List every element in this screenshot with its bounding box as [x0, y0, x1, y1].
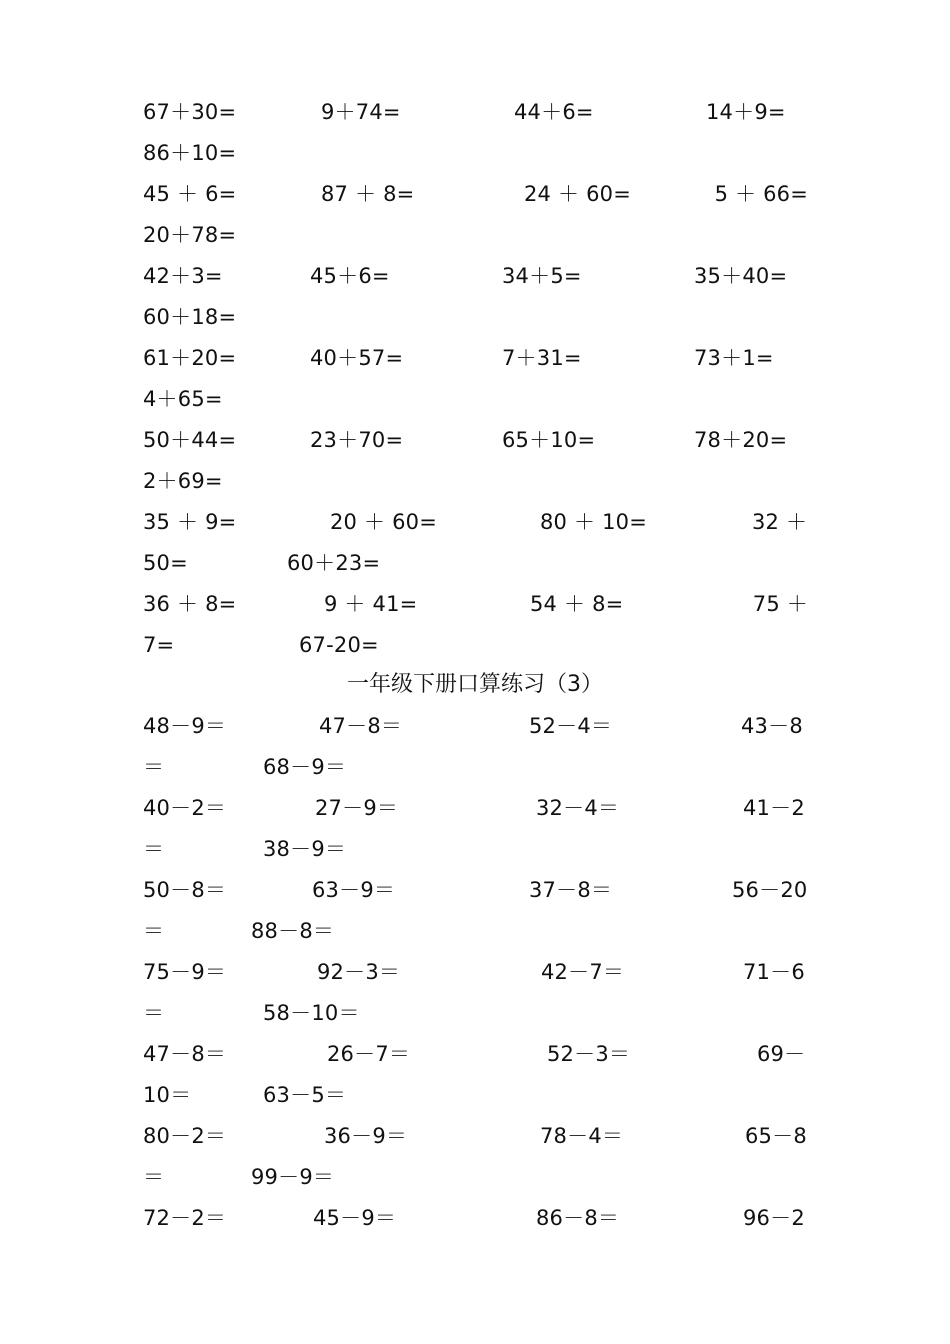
subtraction-problem: 36－9＝ [324, 1124, 408, 1148]
subtraction-problem: 32－4＝ [536, 796, 620, 820]
subtraction-line [143, 834, 808, 864]
subtraction-problem: 43－8 [741, 714, 803, 738]
addition-problem: 7= [143, 633, 175, 657]
addition-line [143, 466, 808, 496]
subtraction-problem: ＝ [143, 919, 165, 943]
addition-line [143, 138, 808, 168]
subtraction-problem: 80－2＝ [143, 1124, 227, 1148]
subtraction-problem: 52－4＝ [529, 714, 613, 738]
addition-problem: 60＋23= [287, 551, 381, 575]
subtraction-problem: 65－8 [745, 1124, 807, 1148]
addition-line [143, 97, 808, 127]
subtraction-line [143, 1039, 808, 1069]
addition-line [143, 261, 808, 291]
subtraction-line [143, 1080, 808, 1110]
addition-problem: 2＋69= [143, 469, 223, 493]
addition-problem: 32 ＋ [752, 510, 808, 534]
addition-problem: 60＋18= [143, 305, 237, 329]
addition-problem: 9 ＋ 41= [324, 592, 418, 616]
subtraction-line [143, 711, 808, 741]
subtraction-problem: 38－9＝ [263, 837, 347, 861]
addition-problem: 24 ＋ 60= [524, 182, 631, 206]
subtraction-problem: 71－6 [743, 960, 805, 984]
subtraction-problem: 63－9＝ [312, 878, 396, 902]
subtraction-problem: 72－2＝ [143, 1206, 227, 1230]
subtraction-problem: 27－9＝ [315, 796, 399, 820]
addition-problem: 50＋44= [143, 428, 237, 452]
subtraction-line [143, 1203, 808, 1233]
addition-problem: 78＋20= [694, 428, 788, 452]
subtraction-line [143, 916, 808, 946]
subtraction-problem: 75－9＝ [143, 960, 227, 984]
addition-line [143, 425, 808, 455]
addition-problem: 14＋9= [706, 100, 786, 124]
subtraction-problem: 56－20 [732, 878, 808, 902]
addition-line [143, 630, 808, 660]
subtraction-problem: 48－9＝ [143, 714, 227, 738]
addition-problem: 20 ＋ 60= [330, 510, 437, 534]
subtraction-problem: 26－7＝ [327, 1042, 411, 1066]
addition-problem: 54 ＋ 8= [530, 592, 624, 616]
subtraction-problem: 63－5＝ [263, 1083, 347, 1107]
addition-problem: 23＋70= [310, 428, 404, 452]
addition-line [143, 589, 808, 619]
subtraction-problem: 52－3＝ [547, 1042, 631, 1066]
subtraction-line [143, 957, 808, 987]
addition-problem: 42＋3= [143, 264, 223, 288]
addition-problem: 36 ＋ 8= [143, 592, 237, 616]
subtraction-line [143, 1121, 808, 1151]
subtraction-problem: 92－3＝ [317, 960, 401, 984]
addition-problem: 75 ＋ [752, 592, 808, 616]
subtraction-problem: ＝ [143, 1165, 165, 1189]
subtraction-line [143, 752, 808, 782]
addition-problem: 34＋5= [502, 264, 582, 288]
addition-problem: 9＋74= [321, 100, 401, 124]
section-title: 一年级下册口算练习（3） [347, 672, 603, 697]
addition-problem: 67＋30= [143, 100, 237, 124]
addition-line [143, 179, 808, 209]
subtraction-problem: ＝ [143, 837, 165, 861]
subtraction-problem: 42－7＝ [541, 960, 625, 984]
addition-problem: 35 ＋ 9= [143, 510, 237, 534]
subtraction-line [143, 793, 808, 823]
addition-problem: 61＋20= [143, 346, 237, 370]
addition-problem: 35＋40= [694, 264, 788, 288]
addition-problem: 50= [143, 551, 188, 575]
subtraction-line [143, 875, 808, 905]
addition-problem: 5 ＋ 66= [714, 182, 808, 206]
subtraction-problem: 47－8＝ [143, 1042, 227, 1066]
subtraction-problem: ＝ [143, 755, 165, 779]
subtraction-problem: 37－8＝ [529, 878, 613, 902]
addition-problem: 4＋65= [143, 387, 223, 411]
subtraction-problem: 96－2 [743, 1206, 805, 1230]
addition-line [143, 220, 808, 250]
addition-problem: 20＋78= [143, 223, 237, 247]
addition-problem: 40＋57= [310, 346, 404, 370]
addition-line [143, 302, 808, 332]
subtraction-problem: ＝ [143, 1001, 165, 1025]
subtraction-problem: 50－8＝ [143, 878, 227, 902]
subtraction-problem: 58－10＝ [263, 1001, 360, 1025]
addition-line [143, 343, 808, 373]
addition-problem: 67-20= [299, 633, 379, 657]
addition-problem: 73＋1= [694, 346, 774, 370]
addition-problem: 45 ＋ 6= [143, 182, 237, 206]
subtraction-problem: 99－9＝ [251, 1165, 335, 1189]
subtraction-problem: 40－2＝ [143, 796, 227, 820]
addition-problem: 80 ＋ 10= [540, 510, 647, 534]
subtraction-problem: 86－8＝ [536, 1206, 620, 1230]
subtraction-problem: 88－8＝ [251, 919, 335, 943]
subtraction-line [143, 998, 808, 1028]
addition-problem: 44＋6= [514, 100, 594, 124]
addition-problem: 86＋10= [143, 141, 237, 165]
subtraction-problem: 10＝ [143, 1083, 192, 1107]
addition-line [143, 548, 808, 578]
subtraction-problem: 45－9＝ [313, 1206, 397, 1230]
addition-problem: 65＋10= [502, 428, 596, 452]
addition-line [143, 507, 808, 537]
subtraction-problem: 69－ [757, 1042, 806, 1066]
addition-line [143, 384, 808, 414]
subtraction-problem: 47－8＝ [319, 714, 403, 738]
addition-problem: 7＋31= [502, 346, 582, 370]
subtraction-problem: 41－2 [743, 796, 805, 820]
addition-problem: 87 ＋ 8= [321, 182, 415, 206]
subtraction-line [143, 1162, 808, 1192]
subtraction-problem: 78－4＝ [540, 1124, 624, 1148]
addition-problem: 45＋6= [310, 264, 390, 288]
subtraction-problem: 68－9＝ [263, 755, 347, 779]
